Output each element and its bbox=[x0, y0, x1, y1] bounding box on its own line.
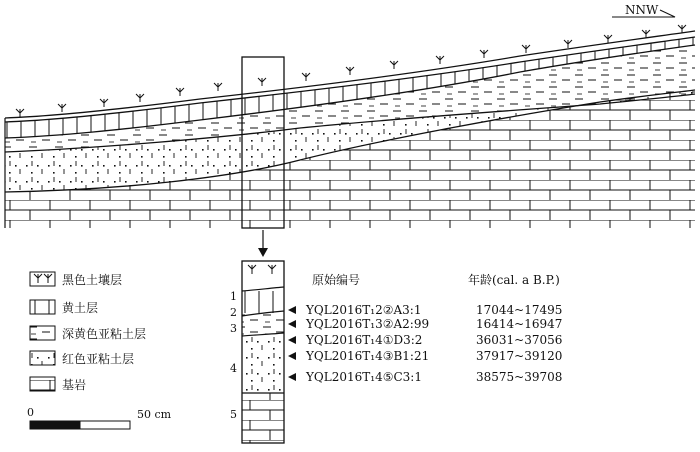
legend-item-loess bbox=[30, 300, 98, 315]
down-arrow-icon bbox=[258, 248, 268, 257]
svg-text:基岩: 基岩 bbox=[62, 378, 87, 392]
layer-number: 2 bbox=[230, 306, 237, 319]
sample-id: YQL2016T₁4①D3:2 bbox=[306, 333, 423, 347]
svg-text:黑色土壤层: 黑色土壤层 bbox=[62, 273, 123, 287]
svg-text:深黄色亚粘土层: 深黄色亚粘土层 bbox=[62, 327, 147, 341]
sample-id: YQL2016T₁4⑤C3:1 bbox=[306, 370, 422, 384]
header-age: 年龄(cal. a B.P.) bbox=[468, 273, 560, 287]
svg-text:黄土层: 黄土层 bbox=[62, 301, 99, 315]
header-id: 原始编号 bbox=[312, 273, 361, 287]
scale-start-label: 0 bbox=[27, 406, 34, 419]
sample-id: YQL2016T₁3②A2:99 bbox=[306, 317, 430, 331]
scale-end-label: 50 cm bbox=[137, 408, 172, 421]
sample-age: 17044~17495 bbox=[476, 303, 563, 317]
sample-age: 38575~39708 bbox=[476, 370, 563, 384]
legend-item-black-soil bbox=[30, 272, 122, 287]
cross-section bbox=[5, 3, 695, 257]
sample-arrow-icon bbox=[288, 320, 296, 328]
svg-text:红色亚粘土层: 红色亚粘土层 bbox=[62, 352, 135, 366]
direction-label: NNW bbox=[625, 3, 659, 17]
sample-age: 36031~37056 bbox=[476, 333, 563, 347]
legend-item-bedrock bbox=[30, 377, 86, 392]
legend-item-dark-yellow-clay bbox=[30, 326, 146, 341]
sample-arrow-icon bbox=[288, 336, 296, 344]
sample-age: 16414~16947 bbox=[476, 317, 563, 331]
sample-id: YQL2016T₁2②A3:1 bbox=[306, 303, 422, 317]
sample-id: YQL2016T₁4③B1:21 bbox=[306, 349, 430, 363]
scale-bar bbox=[27, 406, 172, 429]
legend-item-red-clay bbox=[30, 351, 134, 366]
sample-table bbox=[305, 272, 562, 384]
layer-number: 4 bbox=[230, 362, 237, 375]
legend bbox=[27, 272, 172, 429]
enlarged-column bbox=[230, 261, 296, 443]
sample-age: 37917~39120 bbox=[476, 349, 563, 363]
layer-number: 5 bbox=[230, 408, 237, 421]
sample-arrow-icon bbox=[288, 373, 296, 381]
layer-number: 3 bbox=[230, 322, 237, 335]
sample-arrow-icon bbox=[288, 352, 296, 360]
sample-arrow-icon bbox=[288, 306, 296, 314]
layer-number: 1 bbox=[230, 290, 237, 303]
